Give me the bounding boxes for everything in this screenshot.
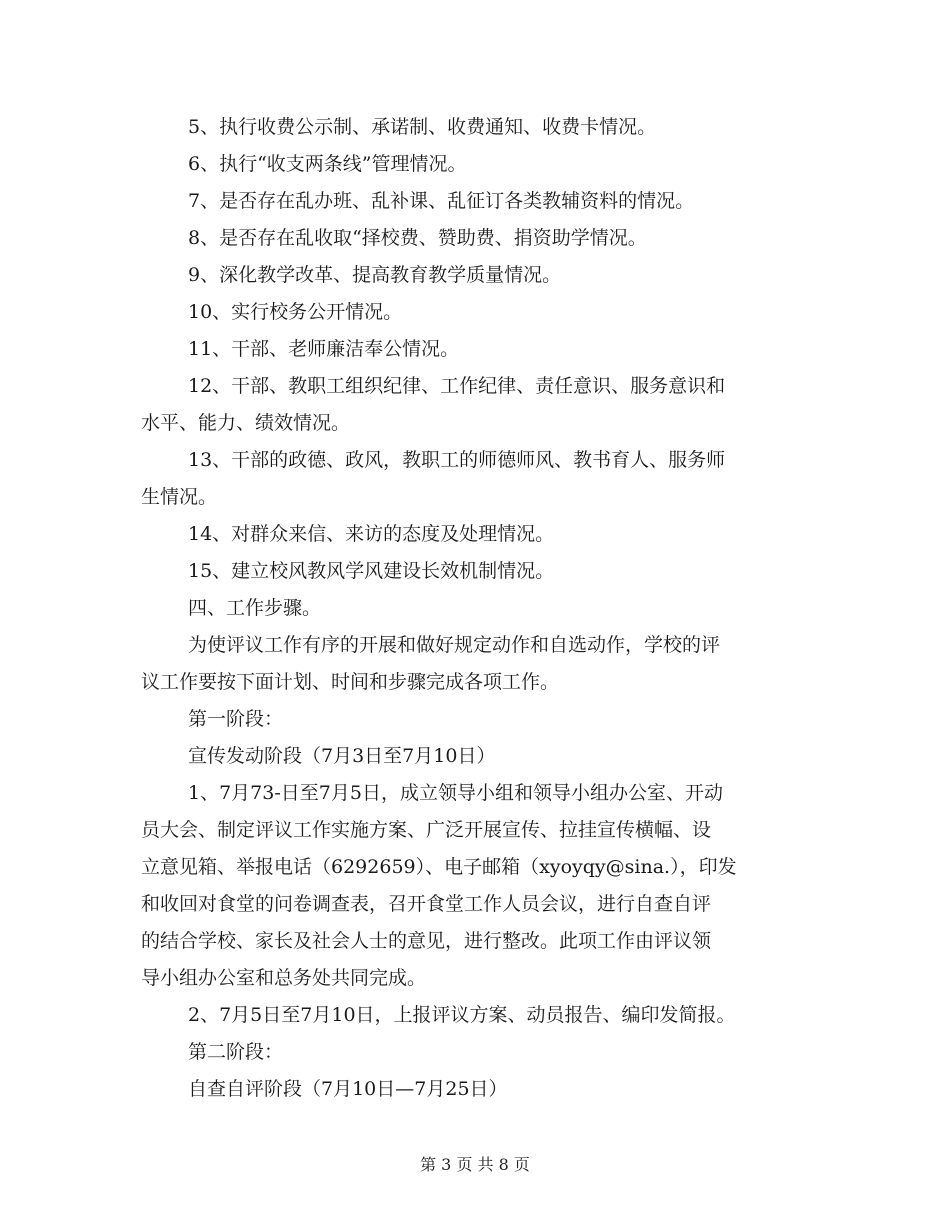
paragraph-line: 10、实行校务公开情况。 (188, 301, 403, 323)
paragraph-line: 5、执行收费公示制、承诺制、收费通知、收费卡情况。 (188, 116, 657, 138)
paragraph-line: 6、执行“收支两条线”管理情况。 (188, 153, 467, 175)
paragraph-line: 2、7月5日至7月10日，上报评议方案、动员报告、编印发简报。 (188, 1004, 736, 1026)
paragraph-line: 14、对群众来信、来访的态度及处理情况。 (188, 523, 555, 545)
paragraph-line: 生情况。 (141, 486, 218, 508)
paragraph-line: 的结合学校、家长及社会人士的意见，进行整改。此项工作由评议领 (141, 930, 712, 952)
paragraph-line: 1、7月73-日至7月5日，成立领导小组和领导小组办公室、开动 (188, 782, 723, 804)
paragraph-line: 员大会、制定评议工作实施方案、广泛开展宣传、拉挂宣传横幅、设 (141, 819, 712, 841)
stage-heading: 第二阶段： (188, 1041, 284, 1063)
paragraph-line: 导小组办公室和总务处共同完成。 (141, 967, 427, 989)
paragraph-line: 9、深化教学改革、提高教育教学质量情况。 (188, 264, 562, 286)
section-heading: 四、工作步骤。 (188, 597, 322, 619)
paragraph-line: 自查自评阶段（7月10日—7月25日） (188, 1078, 508, 1100)
paragraph-line: 8、是否存在乱收取“择校费、赞助费、捐资助学情况。 (188, 227, 647, 249)
paragraph-line: 11、干部、老师廉洁奉公情况。 (188, 338, 460, 360)
page-number-footer: 第 3 页 共 8 页 (420, 1155, 530, 1174)
paragraph-line: 宣传发动阶段（7月3日至7月10日） (188, 745, 496, 767)
paragraph-line: 水平、能力、绩效情况。 (141, 412, 351, 434)
stage-heading: 第一阶段： (188, 708, 284, 730)
paragraph-line: 为使评议工作有序的开展和做好规定动作和自选动作，学校的评 (188, 634, 721, 656)
paragraph-line: 13、干部的政德、政风，教职工的师德师风、教书育人、服务师 (188, 449, 726, 471)
paragraph-line: 7、是否存在乱办班、乱补课、乱征订各类教辅资料的情况。 (188, 190, 695, 212)
paragraph-line: 12、干部、教职工组织纪律、工作纪律、责任意识、服务意识和 (188, 375, 726, 397)
paragraph-line: 15、建立校风教风学风建设长效机制情况。 (188, 560, 555, 582)
paragraph-line: 和收回对食堂的问卷调查表，召开食堂工作人员会议，进行自查自评 (141, 893, 712, 915)
paragraph-line: 立意见箱、举报电话（6292659）、电子邮箱（xyoyqy@sina.），印发 (141, 856, 737, 878)
paragraph-line: 议工作要按下面计划、时间和步骤完成各项工作。 (141, 671, 560, 693)
